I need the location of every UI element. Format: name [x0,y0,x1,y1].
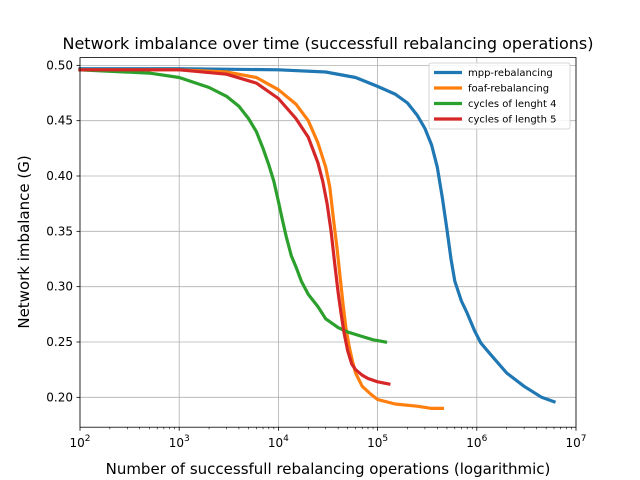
y-tick-label: 0.20 [46,390,73,405]
x-tick-label-base: 10 [466,436,482,451]
x-tick-label-base: 10 [267,436,284,451]
legend-label: cycles of lenght 4 [468,99,557,110]
y-tick-label: 0.35 [46,224,73,239]
x-tick-label-exponent: 5 [382,434,389,445]
legend-label: cycles of length 5 [468,114,557,126]
x-tick-label-base: 10 [565,436,581,451]
y-tick-label: 0.30 [46,279,73,294]
x-tick-label-base: 10 [367,436,383,451]
x-tick-label-exponent: 6 [481,434,488,445]
y-axis-label: Network imbalance (G) [15,155,33,329]
y-tick-label: 0.50 [46,58,73,73]
chart-title: Network imbalance over time (successfull rebalancing operations) [62,34,594,53]
legend-label: mpp-rebalancing [468,68,553,79]
y-tick-label: 0.40 [46,169,73,184]
x-tick-label-exponent: 7 [580,434,587,445]
x-tick-label-base: 10 [69,436,85,451]
x-axis-label: Number of successfull rebalancing operations (logarithmic) [105,460,551,478]
x-tick-label-base: 10 [168,436,184,451]
x-tick-label-exponent: 4 [283,434,289,445]
x-tick-label-exponent: 2 [84,434,91,445]
legend-label: foaf-rebalancing [468,83,550,95]
y-tick-label: 0.45 [46,113,73,128]
x-tick-label-exponent: 3 [183,434,190,445]
legend [429,63,570,129]
y-tick-label: 0.25 [46,334,73,349]
